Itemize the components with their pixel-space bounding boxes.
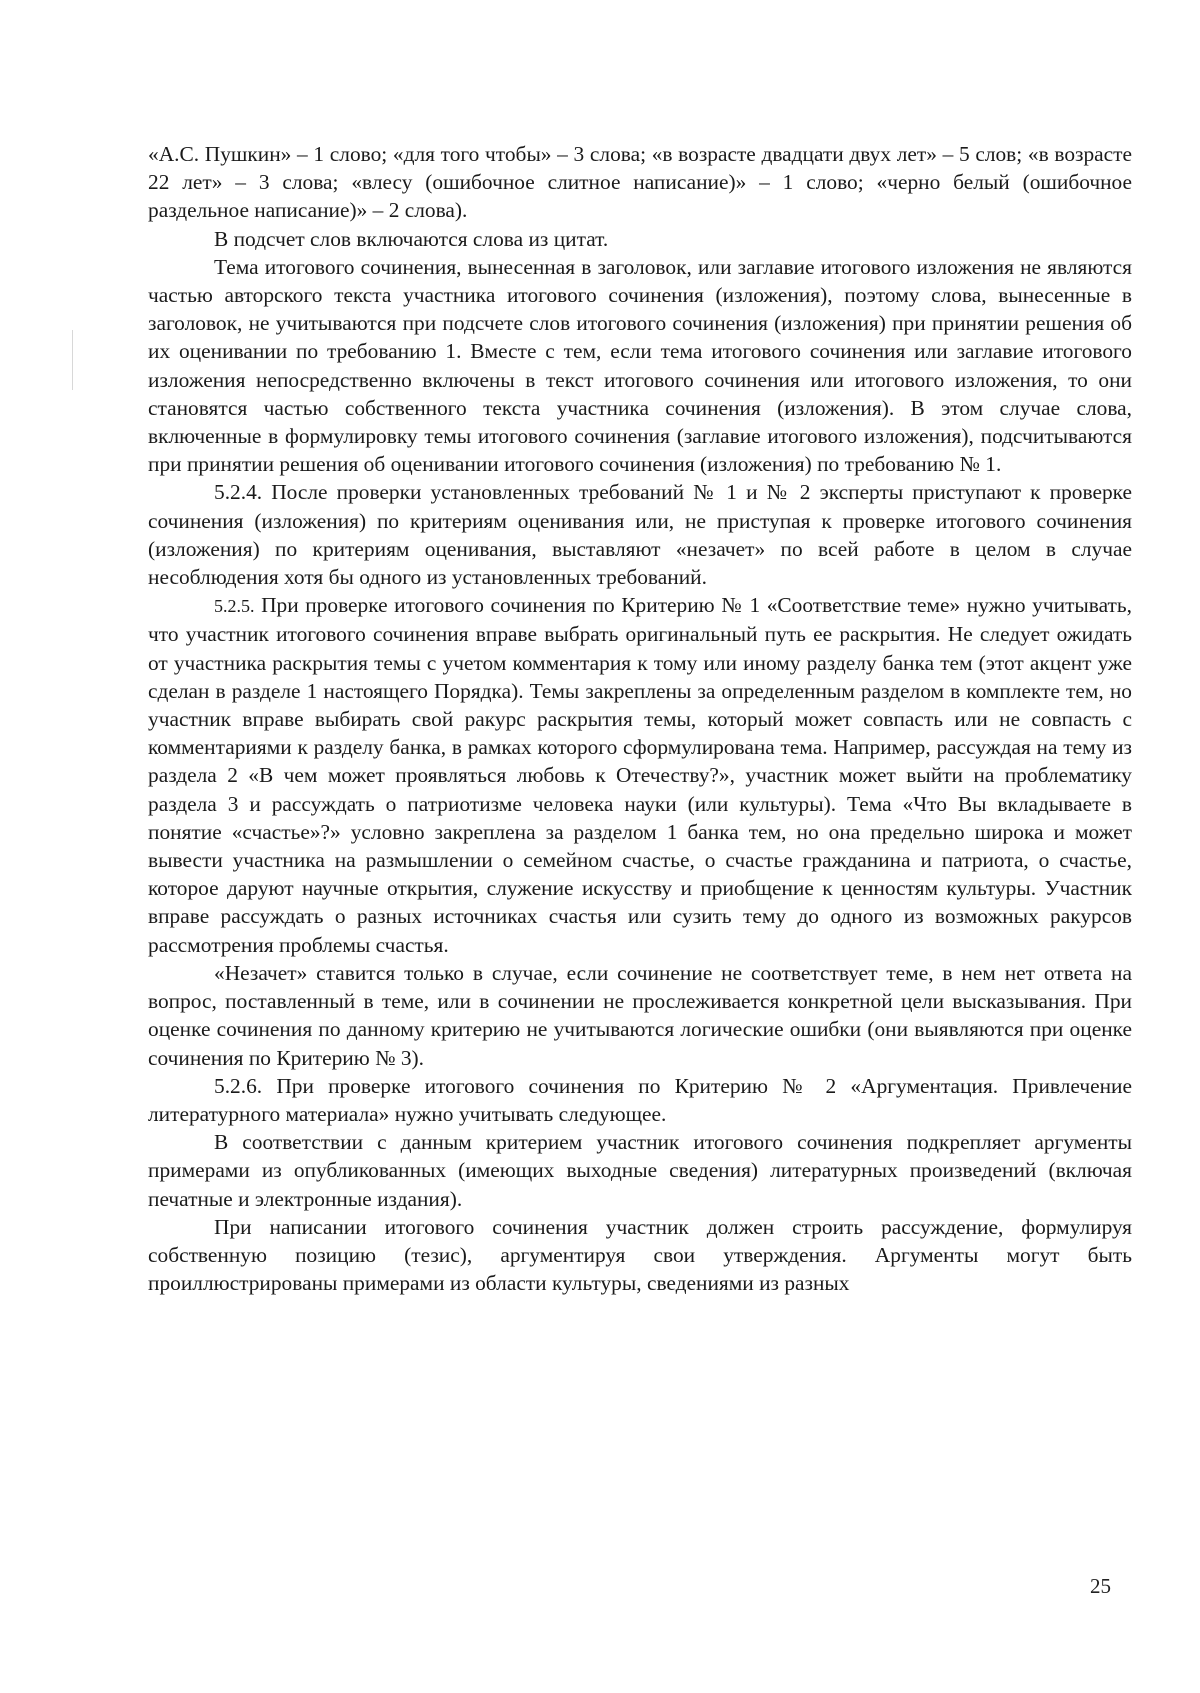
paragraph-5-2-5-text: При проверке итогового сочинения по Критерию № 1 «Соответствие теме» нужно учитывать, что участник итогового сочинения вправе выбрать оригинальный путь ее раскрытия. Не следует ожидать от участника раскрытия темы с учетом комментария к тому или иному разделу банка тем (этот акцент уже сделан в разделе 1 настоящего Порядка). Темы закреплены за определенным разделом в комплекте тем, но участник вправе выбирать свой ракурс раскрытия темы, который может совпасть или не совпасть с комментариями к разделу банка, в рамках которого сформулирована тема. Например, рассуждая на тему из раздела 2 «В чем может проявляться любовь к Отечеству?», участник может выйти на проблематику раздела 3 и рассуждать о патриотизме человека науки (или культуры). Тема «Что Вы вкладываете в понятие «счастье»?» условно закреплена за разделом 1 банка тем, но она предельно широка и может вывести участника на размышлении о семейном счастье, о счастье гражданина и патриота, о счастье, которое даруют научные открытия, служение искусству и приобщение к ценностям культуры. Участник вправе рассуждать о разных источниках счастья или сузить тему до одного из возможных ракурсов рассмотрения проблемы счастья. (148, 593, 1132, 957)
paragraph-quotes-counted: В подсчет слов включаются слова из цитат. (214, 226, 609, 251)
paragraph-fail-condition: «Незачет» ставится только в случае, если сочинение не соответствует теме, в нем нет ответа на вопрос, поставленный в теме, или в сочинении не прослеживается конкретной цели высказывания. При оценке сочинения по данному критерию не учитываются логические ошибки (они выявляются при оценке сочинения по Критерию № 3). (148, 960, 1132, 1070)
page-number: 25 (1090, 1574, 1111, 1598)
paragraph-title-words: Тема итогового сочинения, вынесенная в заголовок, или заглавие итогового изложения не являются частью авторского текста участника итогового сочинения (изложения), поэтому слова, вынесенные в заголовок, не учитываются при подсчете слов итогового сочинения (изложения) при принятии решения об их оценивании по требованию 1. Вместе с тем, если тема итогового сочинения или заглавие итогового изложения непосредственно включены в текст итогового сочинения или итогового изложения, то они становятся частью собственного текста участника сочинения (изложения). В этом случае слова, включенные в формулировку темы итогового сочинения (заглавие итогового изложения), подсчитываются при принятии решения об оценивании итогового сочинения (изложения) по требованию № 1. (148, 254, 1132, 477)
paragraph-5-2-5 (148, 591, 1132, 959)
paragraph-criterion-2-support: В соответствии с данным критерием участник итогового сочинения подкрепляет аргументы примерами из опубликованных (имеющих выходные сведения) литературных произведений (включая печатные и электронные издания). (148, 1130, 1132, 1211)
scan-artifact (72, 330, 73, 390)
paragraph-5-2-6: 5.2.6. При проверке итогового сочинения по Критерию № 2 «Аргументация. Привлечение литературного материала» нужно учитывать следующее. (148, 1073, 1132, 1126)
paragraph-5-2-4: 5.2.4. После проверки установленных требований № 1 и № 2 эксперты приступают к проверке сочинения (изложения) по критериям оценивания или, не приступая к проверке итогового сочинения (изложения) по критериям оценивания, выставляют «незачет» по всей работе в целом в случае несоблюдения хотя бы одного из установленных требований. (148, 480, 1132, 590)
paragraph-argumentation: При написании итогового сочинения участник должен строить рассуждение, формулируя собственную позицию (тезис), аргументируя свои утверждения. Аргументы могут быть проиллюстрированы примерами из области культуры, сведениями из разных (148, 1214, 1132, 1296)
section-number-5-2-5: 5.2.5. (214, 596, 255, 617)
paragraph-word-count-examples: «А.С. Пушкин» – 1 слово; «для того чтобы» – 3 слова; «в возрасте двадцати двух лет» – 5 слов; «в возрасте 22 лет» – 3 слова; «влесу (ошибочное слитное написание)» – 1 слово; «черно белый (ошибочное раздельное написание)» – 2 слова). (148, 142, 1132, 223)
document-body (148, 140, 1132, 1297)
